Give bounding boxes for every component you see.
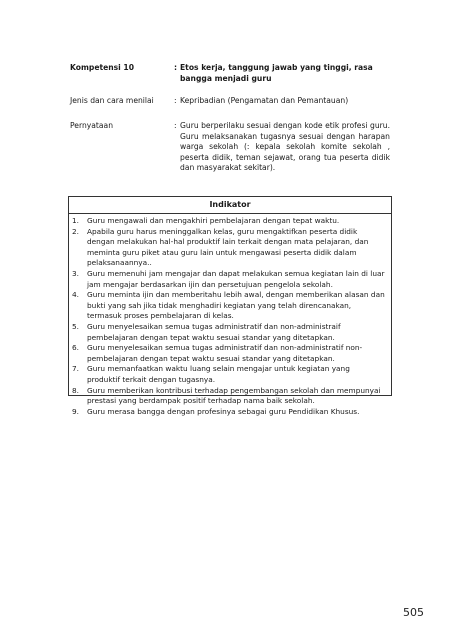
indikator-table: [68, 196, 392, 416]
list-item: [72, 290, 385, 322]
item-text: Apabila guru harus meninggalkan kelas, guru mengaktifkan peserta didik dengan melakukan hal-hal produktif lain terkait dengan mata pelajaran, dan meminta guru piket atau guru lain untuk mengawasi peserta didik dalam pelaksanaannya..: [87, 226, 369, 268]
kompetensi-label: Kompetensi 10: [70, 63, 134, 72]
list-item: [72, 407, 385, 418]
pernyataan-colon: :: [174, 121, 177, 130]
item-text: Guru memberikan kontribusi terhadap pengembangan sekolah dan mempunyai prestasi yang berdampak positif terhadap nama baik sekolah.: [87, 385, 381, 406]
jenis-label: Jenis dan cara menilai: [70, 96, 154, 105]
indikator-heading: Indikator: [69, 197, 391, 214]
item-number: 2.: [72, 226, 80, 236]
page-number: 505: [403, 606, 424, 619]
list-item: [72, 322, 385, 343]
pernyataan-label: Pernyataan: [70, 121, 114, 130]
item-number: 9.: [72, 406, 80, 416]
indikator-list: [69, 214, 391, 417]
item-number: 8.: [72, 385, 80, 395]
jenis-colon: :: [174, 96, 177, 105]
pernyataan-value: Guru berperilaku sesuai dengan kode etik profesi guru. Guru melaksanakan tugasnya sesuai dengan harapan warga sekolah (: kepala sekolah komite sekolah , peserta didik, teman sejawat, orang tua peserta didik dan masyarakat sekitar).: [180, 121, 390, 172]
item-text: Guru memanfaatkan waktu luang selain mengajar untuk kegiatan yang produktif terkait dengan tugasnya.: [87, 364, 350, 384]
item-number: 7.: [72, 364, 80, 374]
item-number: 6.: [72, 343, 80, 353]
item-number: 4.: [72, 290, 80, 300]
item-text: Guru memenuhi jam mengajar dan dapat melakukan semua kegiatan lain di luar jam mengajar berdasarkan ijin dan persetujuan pengelola sekolah.: [87, 268, 385, 289]
list-item: [72, 364, 385, 385]
item-number: 3.: [72, 268, 80, 278]
kompetensi-colon: :: [174, 63, 178, 72]
item-number: 1.: [72, 216, 80, 225]
list-item: [72, 269, 385, 290]
item-text: Guru menyelesaikan semua tugas administratif dan non-administraif pembelajaran dengan tepat waktu sesuai standar yang ditetapkan.: [87, 321, 341, 342]
item-text: Guru merasa bangga dengan profesinya sebagai guru Pendidikan Khusus.: [87, 406, 360, 416]
list-item: [72, 216, 385, 227]
jenis-value: Kepribadian (Pengamatan dan Pemantauan): [180, 96, 349, 105]
list-item: [72, 343, 385, 364]
kompetensi-value: Etos kerja, tanggung jawab yang tinggi, rasa bangga menjadi guru: [180, 63, 373, 83]
list-item: [72, 386, 385, 407]
item-number: 5.: [72, 321, 80, 331]
item-text: Guru menyelesaikan semua tugas administratif dan non-administratif non-pembelajaran dengan tepat waktu sesuai standar yang ditetapkan.: [87, 343, 363, 363]
list-item: [72, 227, 385, 269]
item-text: Guru meminta ijin dan memberitahu lebih awal, dengan memberikan alasan dan bukti yang sah jika tidak menghadiri kegiatan yang telah direncanakan, termasuk proses pembelajaran di kelas.: [87, 290, 385, 321]
item-text: Guru mengawali dan mengakhiri pembelajaran dengan tepat waktu.: [87, 216, 340, 225]
